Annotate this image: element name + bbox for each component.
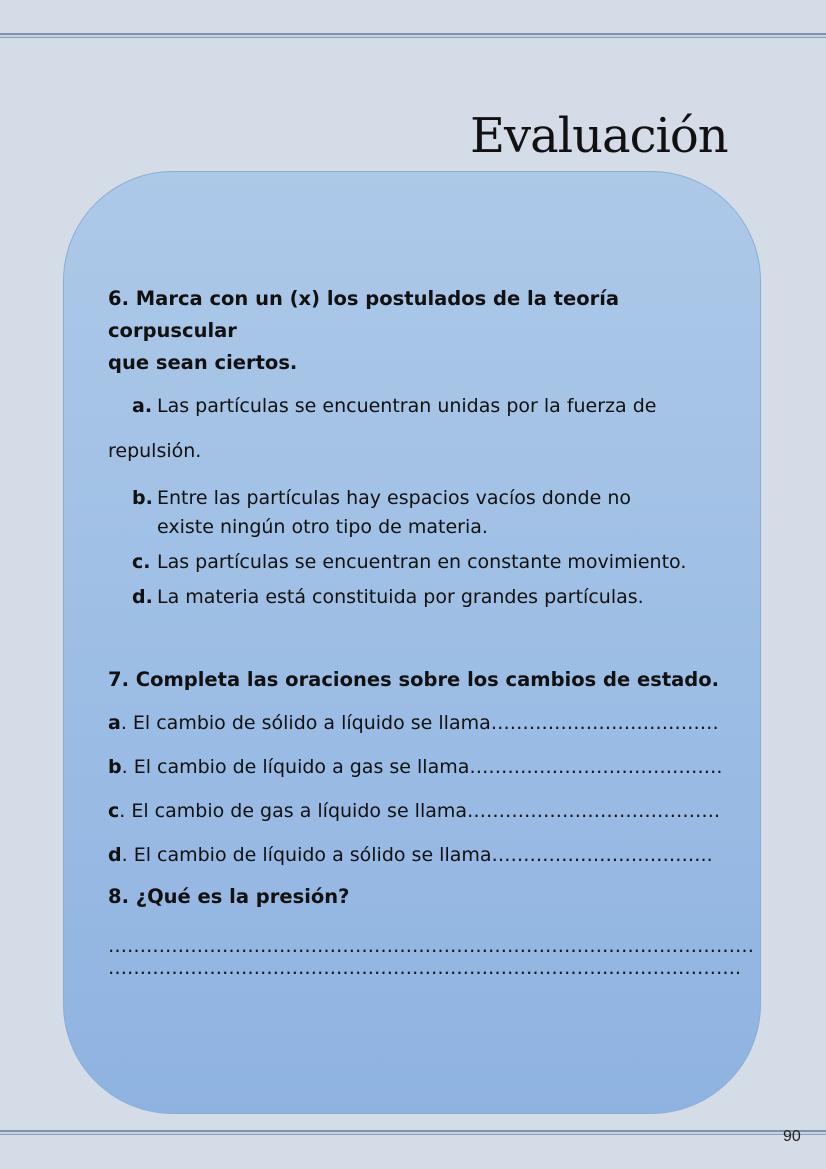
question-6: [108, 283, 728, 612]
option-b-text: Entre las partículas hay espacios vacíos donde no existe ningún otro tipo de materia.: [157, 487, 631, 538]
option-c: [108, 548, 728, 577]
question-7: [108, 665, 728, 870]
answer-line-2: ……………………………………………………………………………………….: [108, 957, 742, 979]
page-title: Evaluación: [470, 108, 728, 164]
question-8-title: 8. ¿Qué es la presión?: [108, 885, 350, 908]
answer-line-1: …………………………………………………………………………………………: [108, 935, 754, 957]
option-a: [108, 392, 728, 421]
top-rule: [0, 33, 826, 38]
option-c-text: Las partículas se encuentran en constante movimiento.: [157, 551, 687, 573]
option-d-text: La materia está constituida por grandes partículas.: [157, 586, 644, 608]
sentence-b: b. El cambio de líquido a gas se llama………………………………….: [108, 756, 723, 778]
sentence-d: d. El cambio de líquido a sólido se llama……………………………..: [108, 844, 713, 866]
question-7-title: 7. Completa las oraciones sobre los cambios de estado.: [108, 668, 720, 691]
sentence-a: a. El cambio de sólido a líquido se llama………………………………: [108, 712, 719, 734]
question-8: [108, 882, 754, 979]
bottom-rule: [0, 1130, 826, 1135]
option-b: [108, 484, 728, 542]
option-d-letter: d.: [132, 586, 153, 608]
page-number: 90: [783, 1128, 801, 1145]
option-d: [108, 583, 728, 612]
sentence-c: c. El cambio de gas a líquido se llama………………………………….: [108, 800, 721, 822]
option-c-letter: c.: [132, 551, 151, 573]
option-b-letter: b.: [132, 487, 153, 509]
option-a-letter: a.: [132, 395, 153, 417]
option-a-continuation: repulsión.: [108, 440, 202, 462]
option-a-text: Las partículas se encuentran unidas por la fuerza de: [157, 395, 657, 417]
question-6-title: 6. Marca con un (x) los postulados de la teoría corpuscular que sean ciertos.: [108, 287, 620, 374]
evaluation-content: [108, 283, 754, 979]
